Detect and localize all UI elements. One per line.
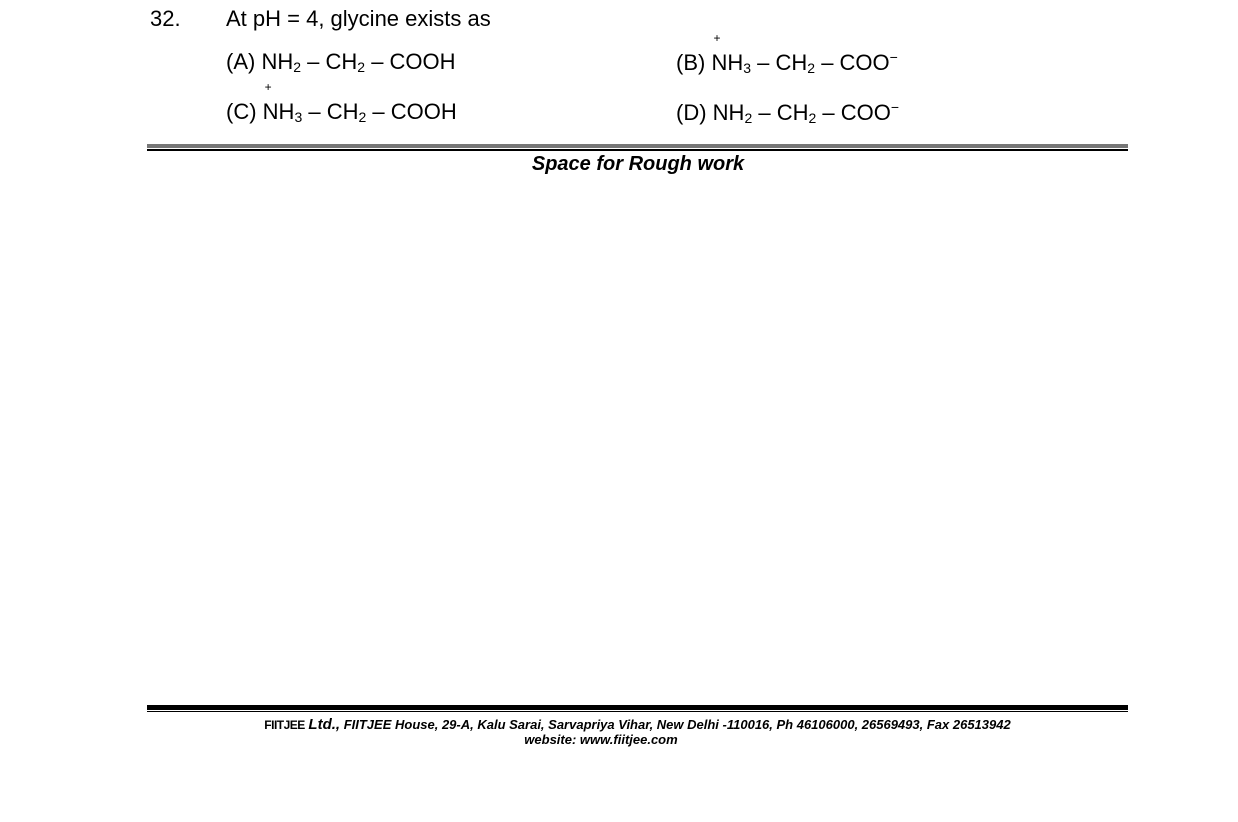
footer-address-line	[147, 716, 1128, 733]
option-d-label: (D)	[676, 100, 707, 125]
option-b	[676, 31, 898, 76]
footer-ltd: Ltd.,	[308, 716, 341, 733]
footer-brand: FIITJEE	[264, 718, 305, 732]
rough-work-heading: Space for Rough work	[531, 153, 745, 175]
divider-thin	[147, 149, 1128, 151]
option-b-label: (B)	[676, 50, 706, 75]
question-text: At pH = 4, glycine exists as	[226, 6, 491, 31]
option-b-formula: + $NH_3 - CH_2 - COO^-$	[711, 31, 898, 76]
option-a-formula: $NH_2 - CH_2$ – COOH	[261, 49, 456, 75]
charge-plus: +	[713, 31, 721, 45]
footer-address: FIITJEE House, 29-A, Kalu Sarai, Sarvapriya Vihar, New Delhi -110016, Ph 46106000, 26569493, Fax 26513942	[343, 717, 1011, 732]
option-c	[226, 80, 457, 125]
question-number: 32.	[150, 6, 181, 31]
option-a-label: (A)	[226, 49, 256, 74]
option-c-label: (C)	[226, 99, 257, 124]
option-d	[676, 99, 899, 126]
option-d-formula: $NH_2 - CH_2 - COO^-$	[712, 99, 900, 126]
charge-plus: +	[264, 80, 272, 94]
footer-website: website: www.fiitjee.com	[524, 732, 678, 747]
footer-divider-thin	[147, 711, 1128, 712]
option-c-formula: + $NH_3 - CH_2$ – COOH	[262, 80, 457, 125]
option-a	[226, 49, 456, 75]
footer-divider-thick	[147, 705, 1128, 710]
divider-thick	[147, 144, 1128, 148]
